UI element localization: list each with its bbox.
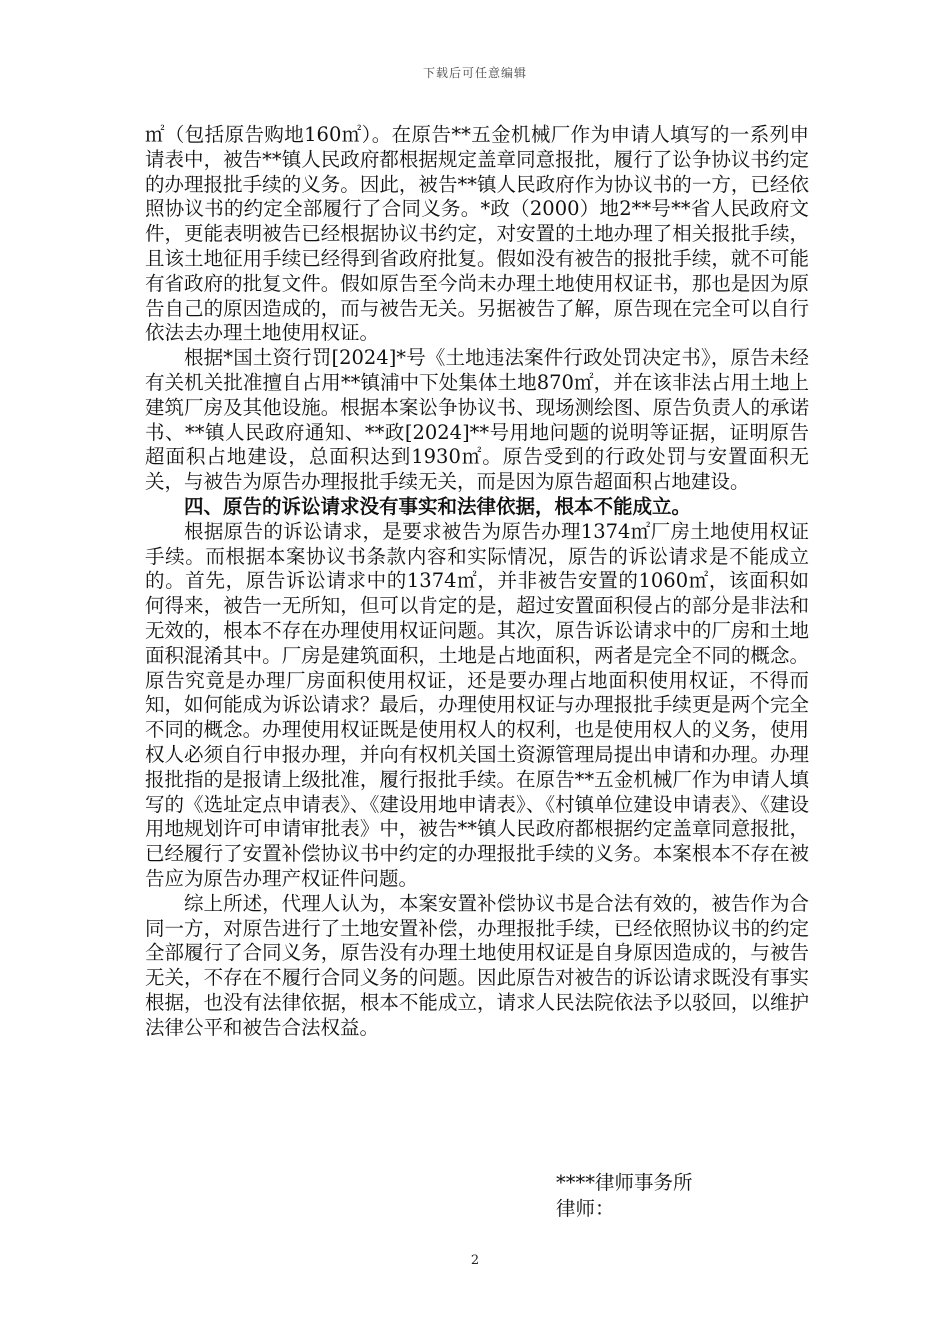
- document-body: [145, 123, 809, 1040]
- lawyer-label: 律师：: [556, 1197, 615, 1220]
- page-number: 2: [470, 1253, 480, 1268]
- signature-block: [556, 1170, 693, 1222]
- paragraph-penalty-decision: 根据*国土资行罚[2024]*号《土地违法案件行政处罚决定书》，原告未经有关机关批准擅自占用**镇浦中下处集体土地870㎡，并在该非法占用土地上建筑厂房及其他设施。根据本案讼争协议书、现场测绘图、原告负责人的承诺书、**镇人民政府通知、**政[2024]**号用地问题的说明等证据，证明原告超面积占地建设，总面积达到1930㎡。原告受到的行政处罚与安置面积无关，与被告为原告办理报批手续无关，而是因为原告超面积占地建设。: [145, 346, 809, 494]
- page-header-note: 下载后可任意编辑: [422, 66, 527, 80]
- paragraph-conclusion: 综上所述，代理人认为，本案安置补偿协议书是合法有效的，被告作为合同一方，对原告进行了土地安置补偿，办理报批手续，已经依照协议书的约定全部履行了合同义务，原告没有办理土地使用权证是自身原因造成的，与被告无关，不存在不履行合同义务的问题。因此原告对被告的诉讼请求既没有事实根据，也没有法律依据，根本不能成立，请求人民法院依法予以驳回，以维护法律公平和被告合法权益。: [145, 891, 809, 1039]
- law-firm-name: ****律师事务所: [556, 1171, 693, 1194]
- paragraph-continuation: ㎡（包括原告购地160㎡）。在原告**五金机械厂作为申请人填写的一系列申请表中，被告**镇人民政府都根据规定盖章同意报批，履行了讼争协议书约定的办理报批手续的义务。因此，被告**镇人民政府作为协议书的一方，已经依照协议书的约定全部履行了合同义务。*政（2000）地2**号**省人民政府文件，更能表明被告已经根据协议书约定，对安置的土地办理了相关报批手续，且该土地征用手续已经得到省政府批复。假如没有被告的报批手续，就不可能有省政府的批复文件。假如原告至今尚未办理土地使用权证书，那也是因为原告自己的原因造成的，而与被告无关。另据被告了解，原告现在完全可以自行依法去办理土地使用权证。: [145, 123, 809, 345]
- paragraph-claim-analysis: 根据原告的诉讼请求，是要求被告为原告办理1374㎡厂房土地使用权证手续。而根据本案协议书条款内容和实际情况，原告的诉讼请求是不能成立的。首先，原告诉讼请求中的1374㎡，并非被告安置的1060㎡，该面积如何得来，被告一无所知，但可以肯定的是，超过安置面积侵占的部分是非法和无效的，根本不存在办理使用权证问题。其次，原告诉讼请求中的厂房和土地面积混淆其中。厂房是建筑面积，土地是占地面积，两者是完全不同的概念。原告究竟是办理厂房面积使用权证，还是要办理占地面积使用权证，不得而知，如何能成为诉讼请求？最后，办理使用权证与办理报批手续更是两个完全不同的概念。办理使用权证既是使用权人的权利，也是使用权人的义务，使用权人必须自行申报办理，并向有权机关国土资源管理局提出申请和办理。办理报批指的是报请上级批准，履行报批手续。在原告**五金机械厂作为申请人填写的《选址定点申请表》、《建设用地申请表》、《村镇单位建设申请表》、《建设用地规划许可申请审批表》中，被告**镇人民政府都根据约定盖章同意报批，已经履行了安置补偿协议书中约定的办理报批手续的义务。本案根本不存在被告应为原告办理产权证件问题。: [145, 519, 809, 890]
- section-heading-four: 四、原告的诉讼请求没有事实和法律依据，根本不能成立。: [184, 494, 692, 518]
